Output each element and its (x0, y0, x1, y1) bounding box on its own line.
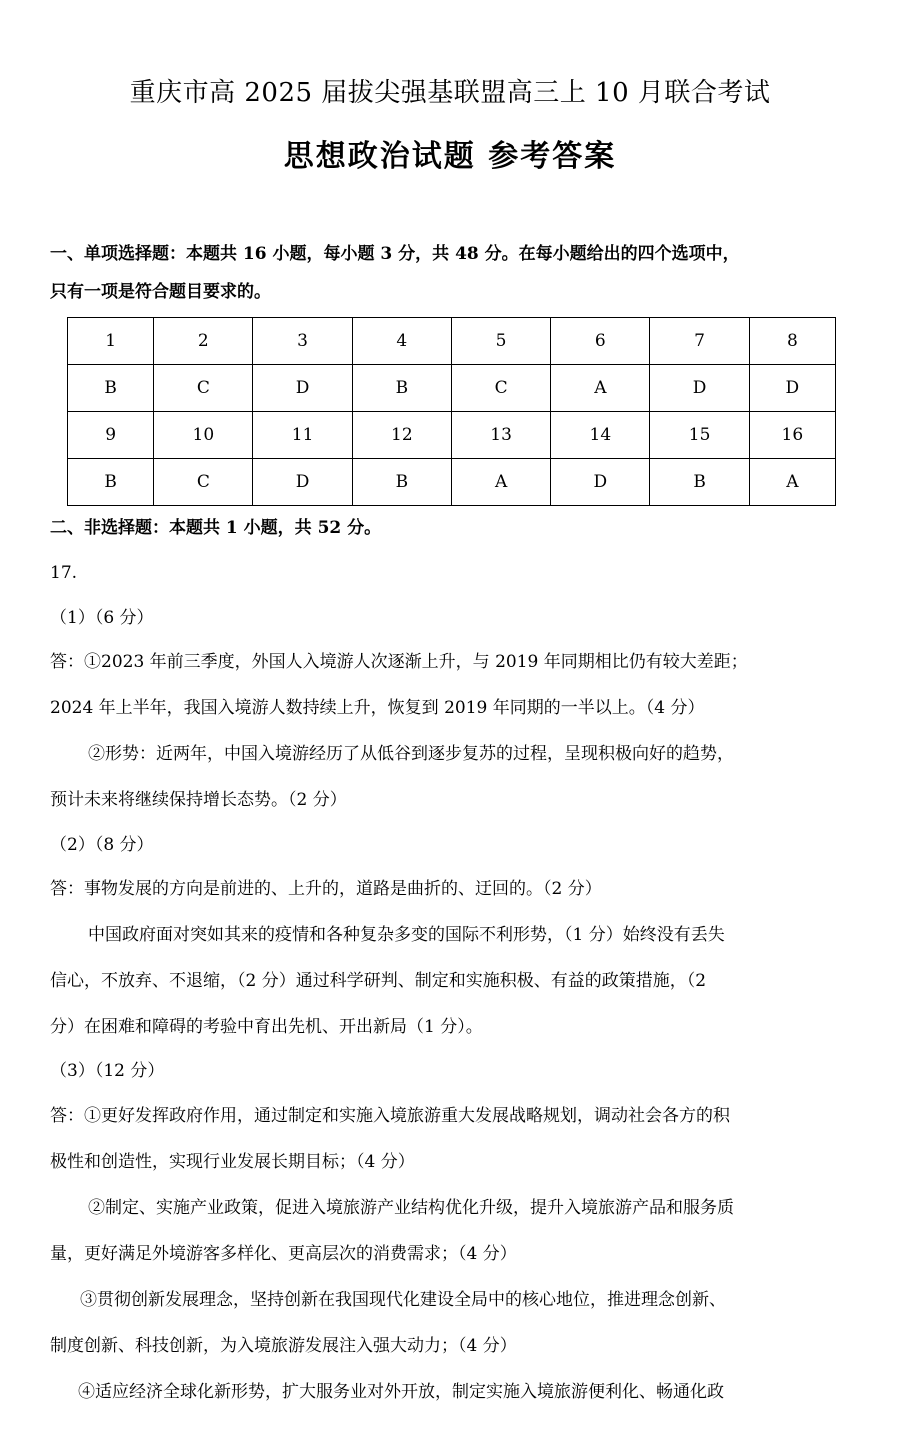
part3-answer-line: 制度创新、科技创新，为入境旅游发展注入强大动力；（4 分） (50, 1336, 517, 1356)
part3-answer-line: 量，更好满足外境游客多样化、更高层次的消费需求；（4 分） (50, 1244, 517, 1264)
part2-answer-line: 中国政府面对突如其来的疫情和各种复杂多变的国际不利形势，（1 分）始终没有丢失 (88, 925, 725, 945)
answer-cell: B (352, 365, 451, 412)
question-number-cell: 13 (451, 412, 550, 459)
table-row (68, 318, 836, 365)
answer-cell: A (749, 459, 835, 506)
part2-answer-line: 信心，不放弃、不退缩，（2 分）通过科学研判、制定和实施积极、有益的政策措施，（2 (50, 971, 707, 991)
part2-label: （2）（8 分） (50, 835, 154, 855)
part3-answer-line: ②制定、实施产业政策，促进入境旅游产业结构优化升级，提升入境旅游产品和服务质 (88, 1198, 734, 1218)
part1-label: （1）（6 分） (50, 608, 154, 628)
answer-cell: A (551, 365, 650, 412)
question-number-cell: 2 (154, 318, 253, 365)
answer-cell: D (650, 365, 749, 412)
part2-answer-line: 分）在困难和障碍的考验中育出先机、开出新局（1 分）。 (50, 1017, 483, 1037)
table-row (68, 365, 836, 412)
section2-heading: 二、非选择题：本题共 1 小题，共 52 分。 (50, 518, 382, 538)
answer-cell: B (68, 365, 154, 412)
question-number-cell: 16 (749, 412, 835, 459)
section1-heading-line2: 只有一项是符合题目要求的。 (50, 282, 271, 302)
document-subtitle: 思想政治试题 参考答案 (283, 139, 617, 174)
answer-cell: D (253, 459, 352, 506)
answer-cell: B (352, 459, 451, 506)
part1-answer-line: 预计未来将继续保持增长态势。（2 分） (50, 790, 347, 810)
section1-heading-line1: 一、单项选择题：本题共 16 小题，每小题 3 分，共 48 分。在每小题给出的四个选项中， (50, 244, 740, 264)
question-number-cell: 15 (650, 412, 749, 459)
answer-cell: B (68, 459, 154, 506)
part3-answer-line: 极性和创造性，实现行业发展长期目标；（4 分） (50, 1152, 415, 1172)
answer-table (67, 317, 836, 506)
part2-answer-line: 答：事物发展的方向是前进的、上升的，道路是曲折的、迂回的。（2 分） (50, 879, 602, 899)
part3-answer-line: ④适应经济全球化新形势，扩大服务业对外开放，制定实施入境旅游便利化、畅通化政 (78, 1382, 724, 1402)
question-number-cell: 9 (68, 412, 154, 459)
question-number-cell: 7 (650, 318, 749, 365)
answer-cell: C (154, 365, 253, 412)
answer-cell: D (749, 365, 835, 412)
part3-label: （3）（12 分） (50, 1061, 165, 1081)
answer-cell: D (253, 365, 352, 412)
answer-cell: C (154, 459, 253, 506)
question-number-cell: 8 (749, 318, 835, 365)
answer-cell: A (451, 459, 550, 506)
table-row (68, 412, 836, 459)
question-number-cell: 10 (154, 412, 253, 459)
question-number: 17. (50, 563, 78, 583)
answer-cell: B (650, 459, 749, 506)
part1-answer-line: 2024 年上半年，我国入境游人数持续上升，恢复到 2019 年同期的一半以上。（4 分） (50, 698, 705, 718)
question-number-cell: 4 (352, 318, 451, 365)
question-number-cell: 14 (551, 412, 650, 459)
answer-cell: D (551, 459, 650, 506)
question-number-cell: 12 (352, 412, 451, 459)
question-number-cell: 6 (551, 318, 650, 365)
answer-cell: C (451, 365, 550, 412)
question-number-cell: 5 (451, 318, 550, 365)
part1-answer-line: 答：①2023 年前三季度，外国人入境游人次逐渐上升，与 2019 年同期相比仍有较大差距； (50, 652, 748, 672)
part3-answer-line: ③贯彻创新发展理念，坚持创新在我国现代化建设全局中的核心地位，推进理念创新、 (80, 1290, 726, 1310)
question-number-cell: 1 (68, 318, 154, 365)
table-row (68, 459, 836, 506)
question-number-cell: 11 (253, 412, 352, 459)
question-number-cell: 3 (253, 318, 352, 365)
part3-answer-line: 答：①更好发挥政府作用，通过制定和实施入境旅游重大发展战略规划，调动社会各方的积 (50, 1106, 730, 1126)
part1-answer-line: ②形势：近两年，中国入境游经历了从低谷到逐步复苏的过程，呈现积极向好的趋势， (88, 744, 734, 764)
document-title: 重庆市高 2025 届拔尖强基联盟高三上 10 月联合考试 (129, 78, 771, 108)
